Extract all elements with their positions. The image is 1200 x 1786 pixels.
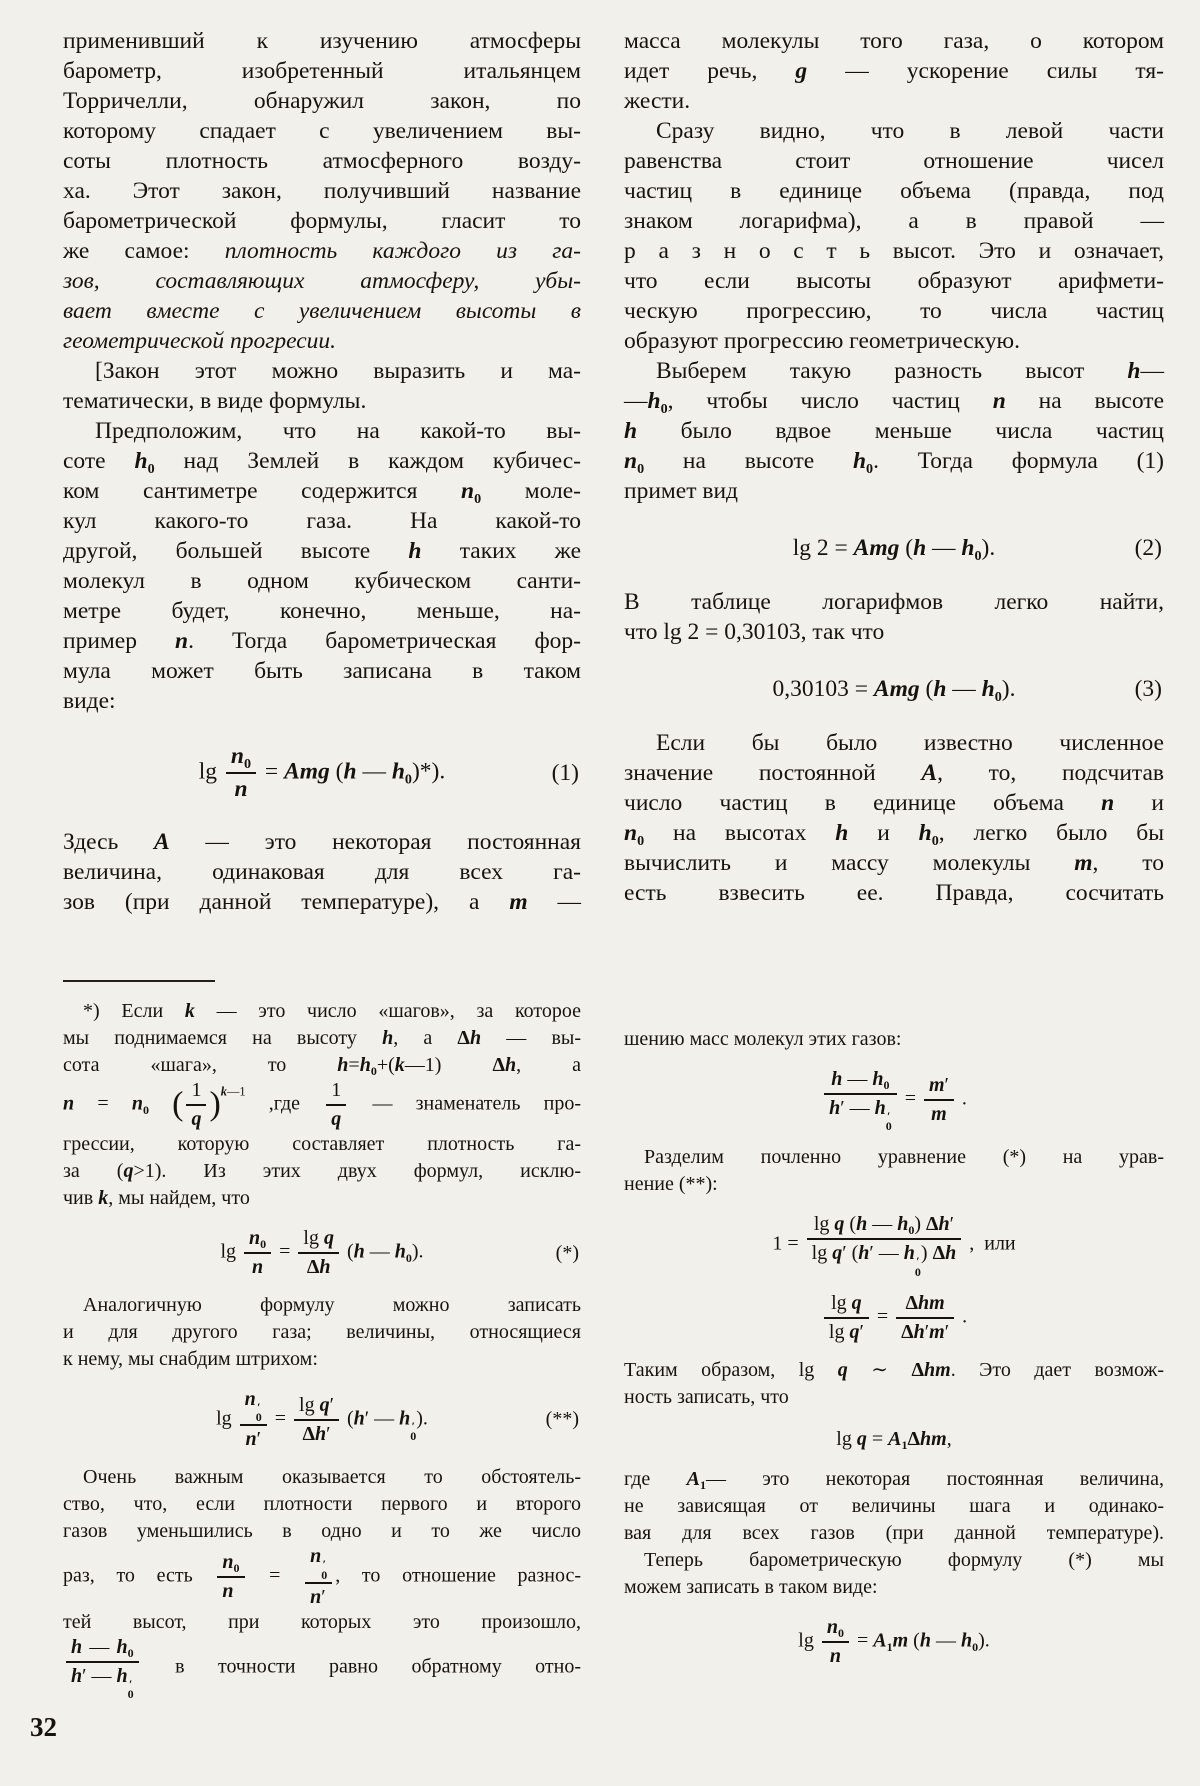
text-line: значение постоянной A, то, подсчитав — [624, 760, 1164, 786]
text-line: чив k, мы найдем, что — [63, 1187, 250, 1209]
text-line: не зависящая от величины шага и одинако- — [624, 1494, 1164, 1517]
text-line: мула может быть записана в таком — [63, 658, 581, 684]
text-line: h было вдвое меньше числа частиц — [624, 418, 1164, 444]
text-line: знаком логарифма), а в правой — — [624, 208, 1164, 234]
text-line: мы поднимаемся на высоту h, а Δh — вы- — [63, 1027, 581, 1049]
text-line: Выберем такую разность высот h— — [656, 358, 1164, 384]
footnote-left — [63, 980, 581, 1699]
page-number: 32 — [30, 1712, 57, 1742]
text-line: Предположим, что на какой-то вы- — [95, 418, 581, 444]
text-line: за (q>1). Из этих двух формул, исклю- — [63, 1160, 582, 1182]
text-line: Торричелли, обнаружил закон, по — [63, 88, 581, 114]
text-line: зов, составляющих атмосферу, убы- — [63, 268, 581, 294]
text-line: $n = n_0$ ( $\frac{1}{q}$ )$^{k—1}$ ,где $\frac{1}{q}$ — знаменатель про- — [63, 1079, 581, 1130]
text-line: ство, что, если плотности первого и второго — [63, 1493, 581, 1516]
text-line: грессии, которую составляет плотность га- — [63, 1133, 581, 1155]
left-column — [63, 26, 581, 917]
formula: lg 2 = Amg (h — $h_0$). (2) — [792, 535, 1162, 564]
text-line: число частиц в единице объема n и — [624, 790, 1164, 816]
text-line: Таким образом, lg q ∼ Δhm. Это дает возмож- — [624, 1358, 1164, 1381]
footnote-separator — [63, 980, 215, 982]
text-line: частиц в единице объема (правда, под — [624, 178, 1164, 204]
text-line: виде: — [63, 688, 116, 714]
text-line: геометрической прогресии. — [63, 328, 337, 354]
text-line: которому спадает с увеличением вы- — [63, 118, 581, 144]
text-line: образуют прогрессию геометрическую. — [624, 328, 1020, 354]
text-line: Теперь барометрическую формулу (*) мы — [644, 1548, 1164, 1571]
text-line: что lg 2 = 0,30103, так что — [624, 619, 885, 645]
text-line: равенства стоит отношение чисел — [624, 148, 1164, 174]
footnote-right — [624, 1026, 1164, 1681]
text-line: ха. Этот закон, получивший название — [63, 178, 581, 204]
formula: lg $\frac{n_0}{n}$ = Amg (h — $h_0)*$). (1) — [198, 743, 579, 803]
text-line: Если бы было известно численное — [656, 730, 1164, 756]
text-line: сота «шага», то $h=h_0+(k—1)$ Δh, а — [63, 1054, 581, 1079]
text-line: вая для всех газов (при данной температуре). — [624, 1521, 1164, 1544]
equation-number: (3) — [1134, 676, 1162, 702]
text-line: вает вместе с увеличением высоты в — [63, 298, 581, 324]
text-line: В таблице логарифмов легко найти, — [624, 589, 1164, 615]
formula: $\lg q = A_1\Delta hm$, — [836, 1427, 952, 1452]
formula: $\frac{\text{lg q}}{\text{lg q′}}$ = Δhm Δh′m′ . — [624, 1292, 1164, 1344]
text-line: величина, одинаковая для всех га- — [63, 859, 581, 886]
text-line: барометрической формулы, гласит то — [63, 208, 581, 234]
text-line: h — $h_0$ h′ — h ′ 0 в точности равно обратному отно- — [63, 1636, 581, 1699]
text-line: нение (**): — [624, 1173, 718, 1196]
text-line: тематически, в виде формулы. — [63, 388, 367, 414]
text-line: *) Если k — это число «шагов», за которое — [83, 1000, 582, 1022]
text-line: молекул в одном кубическом санти- — [63, 568, 581, 594]
text-line: примет вид — [624, 478, 738, 504]
text-line: другой, большей высоте h таких же — [63, 538, 581, 564]
text-line: Разделим почленно уравнение (*) на урав- — [644, 1146, 1164, 1169]
text-line: есть взвесить ее. Правда, сосчитать — [624, 880, 1164, 906]
formula: 1 = lg q (h — $h_0$) Δh′ lg q′ (h′ — h ′ 0 ) Δh , или — [772, 1213, 1016, 1279]
text-line: к нему, мы снабдим штрихом: — [63, 1348, 318, 1370]
formula: lg n ′ 0 n′ = $\frac{\text{lg q′}}{\Delta h'}$ (h′ — h ′ 0 ). (**) — [216, 1388, 579, 1451]
text-line: соты плотность атмосферного возду- — [63, 148, 581, 174]
text-line: Очень важным оказывается то обстоятель- — [83, 1466, 581, 1489]
text-line: метре будет, конечно, меньше, на- — [63, 598, 581, 624]
formula: h — $h_0$ h′ — h ′ 0 = $\frac{m'}{m}$ . — [624, 1068, 1164, 1131]
text-line: кул какого-то газа. На какой-то — [63, 508, 581, 534]
text-line: пример n. Тогда барометрическая фор- — [63, 628, 581, 654]
footnote-left-text — [63, 998, 581, 1699]
text-line: ком сантиметре содержится $n_0$ моле- — [63, 478, 581, 507]
text-line: ность записать, что — [624, 1385, 789, 1408]
formula: lg $\frac{n_0}{n}$ = $A_1m$ (h — $h_0$). — [798, 1615, 990, 1667]
text-line: масса молекулы того газа, о котором — [624, 28, 1164, 54]
text-line: где $A_1—$ это некоторая постоянная величина, — [624, 1467, 1165, 1492]
text-line: и для другого газа; величины, относящиеся — [63, 1321, 581, 1343]
text-line: можем записать в таком виде: — [624, 1575, 878, 1598]
text-line: Аналогичную формулу можно записать — [83, 1294, 581, 1316]
right-column — [624, 26, 1164, 908]
text-line: вычислить и массу молекулы m, то — [624, 850, 1164, 876]
text-line: соте $h_0$ над Землей в каждом кубичес- — [63, 448, 582, 477]
formula: 0,30103 = Amg (h — $h_0$). (3) — [772, 676, 1162, 705]
formula: lg $\frac{n_0}{n}$ = $\frac{\text{lg q}}{\Delta h}$ (h — $h_0$). (*) — [220, 1227, 579, 1278]
text-line: тей высот, при которых это произошло, — [63, 1610, 581, 1633]
text-line: применивший к изучению атмосферы — [63, 28, 581, 54]
text-line: Сразу видно, что в левой части — [656, 118, 1164, 144]
text-line: жести. — [624, 88, 691, 114]
text-line: шению масс молекул этих газов: — [624, 1028, 902, 1050]
text-line: идет речь, g — ускорение силы тя- — [624, 58, 1164, 84]
text-line: Здесь A — это некоторая постоянная — [63, 829, 581, 856]
text-line: же самое: плотность каждого из га- — [63, 238, 582, 264]
equation-number: (*) — [555, 1241, 579, 1264]
text-line: $n_0$ на высоте $h_0$. Тогда формула (1) — [624, 448, 1164, 477]
text-line: что если высоты образуют арифмети- — [624, 268, 1164, 294]
text-line: р а з н о с т ь высот. Это и означает, — [624, 238, 1164, 264]
text-line: барометр, изобретенный итальянцем — [63, 58, 581, 84]
text-line: раз, то есть $\frac{n_0}{n}$ = n ′ 0 n′ , то отношение разнос- — [63, 1545, 582, 1608]
text-line: $n_0$ на высотах h и $h_0$, легко было бы — [624, 820, 1165, 849]
equation-number: (1) — [551, 760, 579, 787]
equation-number: (**) — [545, 1408, 579, 1431]
equation-number: (2) — [1134, 535, 1162, 561]
text-line: $—h_0$, чтобы число частиц n на высоте — [624, 388, 1164, 417]
text-line: [Закон этот можно выразить и ма- — [95, 358, 581, 384]
text-line: зов (при данной температуре), а m — — [63, 889, 582, 916]
text-line: газов уменьшились в одно и то же число — [63, 1520, 581, 1543]
text-line: ческую прогрессию, то числа частиц — [624, 298, 1164, 324]
